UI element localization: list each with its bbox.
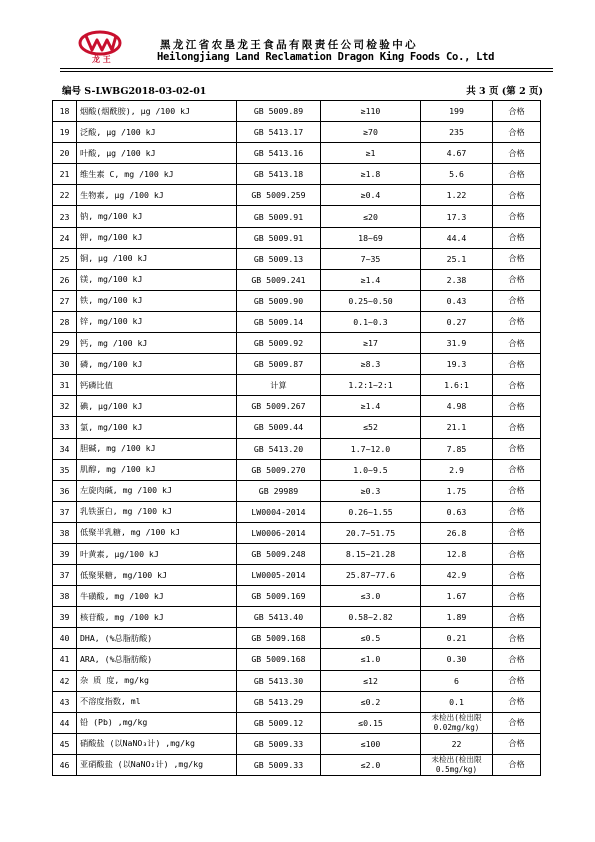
standard-value: ≥110	[321, 101, 421, 122]
svg-text:龙 王: 龙 王	[92, 55, 111, 64]
row-number: 35	[53, 459, 77, 480]
standard-value: 18~69	[321, 227, 421, 248]
test-item: 硝酸盐 (以NaNO₃计) ,mg/kg	[77, 733, 237, 754]
test-method: GB 5009.270	[237, 459, 321, 480]
company-logo	[70, 30, 130, 64]
standard-value: ≤0.15	[321, 712, 421, 733]
standard-value: ≤3.0	[321, 586, 421, 607]
table-row	[53, 543, 541, 564]
verdict: 合格	[493, 185, 541, 206]
test-result: 26.8	[421, 522, 493, 543]
row-number: 42	[53, 670, 77, 691]
test-item: 钙磷比值	[77, 375, 237, 396]
row-number: 46	[53, 754, 77, 775]
row-number: 18	[53, 101, 77, 122]
row-number: 40	[53, 628, 77, 649]
verdict: 合格	[493, 565, 541, 586]
test-method: LW0004-2014	[237, 501, 321, 522]
test-method: GB 29989	[237, 480, 321, 501]
standard-value: ≤100	[321, 733, 421, 754]
standard-value: 1.7~12.0	[321, 438, 421, 459]
test-item: 肌醇, mg /100 kJ	[77, 459, 237, 480]
test-result: 22	[421, 733, 493, 754]
test-method: GB 5009.168	[237, 649, 321, 670]
test-item: 维生素 C, mg /100 kJ	[77, 164, 237, 185]
test-method: GB 5009.14	[237, 311, 321, 332]
row-number: 33	[53, 417, 77, 438]
test-result: 1.75	[421, 480, 493, 501]
verdict: 合格	[493, 480, 541, 501]
page-info: 共 3 页 (第 2 页)	[466, 86, 543, 97]
table-row	[53, 417, 541, 438]
verdict: 合格	[493, 101, 541, 122]
test-item: 钙, mg /100 kJ	[77, 333, 237, 354]
standard-value: ≥1.4	[321, 269, 421, 290]
test-method: GB 5413.20	[237, 438, 321, 459]
test-method: GB 5009.12	[237, 712, 321, 733]
table-row	[53, 691, 541, 712]
test-method: GB 5009.89	[237, 101, 321, 122]
test-item: 核苷酸, mg /100 kJ	[77, 607, 237, 628]
results-table	[52, 100, 541, 776]
standard-value: 7~35	[321, 248, 421, 269]
verdict: 合格	[493, 628, 541, 649]
standard-value: 20.7~51.75	[321, 522, 421, 543]
test-item: 低聚半乳糖, mg /100 kJ	[77, 522, 237, 543]
test-item: 牛磺酸, mg /100 kJ	[77, 586, 237, 607]
row-number: 19	[53, 122, 77, 143]
test-method: GB 5009.168	[237, 628, 321, 649]
standard-value: ≥1	[321, 143, 421, 164]
row-number: 24	[53, 227, 77, 248]
verdict: 合格	[493, 438, 541, 459]
row-number: 29	[53, 333, 77, 354]
test-item: 锌, mg/100 kJ	[77, 311, 237, 332]
header-rule	[60, 68, 553, 69]
standard-value: ≤20	[321, 206, 421, 227]
table-row	[53, 586, 541, 607]
test-result: 235	[421, 122, 493, 143]
table-row	[53, 248, 541, 269]
test-result: 31.9	[421, 333, 493, 354]
row-number: 41	[53, 649, 77, 670]
test-result: 199	[421, 101, 493, 122]
standard-value: 1.0~9.5	[321, 459, 421, 480]
table-row	[53, 206, 541, 227]
row-number: 44	[53, 712, 77, 733]
table-row	[53, 354, 541, 375]
row-number: 32	[53, 396, 77, 417]
test-result: 17.3	[421, 206, 493, 227]
test-item: 泛酸, μg /100 kJ	[77, 122, 237, 143]
standard-value: ≤52	[321, 417, 421, 438]
verdict: 合格	[493, 607, 541, 628]
standard-value: ≤2.0	[321, 754, 421, 775]
table-row	[53, 712, 541, 733]
row-number: 25	[53, 248, 77, 269]
table-row	[53, 227, 541, 248]
test-method: GB 5009.267	[237, 396, 321, 417]
test-result: 0.43	[421, 290, 493, 311]
table-row	[53, 522, 541, 543]
verdict: 合格	[493, 712, 541, 733]
row-number: 36	[53, 480, 77, 501]
test-method: GB 5009.91	[237, 206, 321, 227]
test-result: 0.63	[421, 501, 493, 522]
row-number: 31	[53, 375, 77, 396]
row-number: 37	[53, 501, 77, 522]
test-result: 25.1	[421, 248, 493, 269]
standard-value: 0.58~2.82	[321, 607, 421, 628]
test-result: 1.6:1	[421, 375, 493, 396]
test-result: 7.85	[421, 438, 493, 459]
verdict: 合格	[493, 122, 541, 143]
test-result: 0.27	[421, 311, 493, 332]
test-item: 杂 质 度, mg/kg	[77, 670, 237, 691]
verdict: 合格	[493, 227, 541, 248]
row-number: 38	[53, 522, 77, 543]
test-item: DHA, (%总脂肪酸)	[77, 628, 237, 649]
standard-value: ≤0.5	[321, 628, 421, 649]
header-rule	[60, 71, 553, 72]
standard-value: ≥70	[321, 122, 421, 143]
table-row	[53, 459, 541, 480]
verdict: 合格	[493, 311, 541, 332]
table-row	[53, 101, 541, 122]
table-row	[53, 754, 541, 775]
standard-value: 25.87~77.6	[321, 565, 421, 586]
verdict: 合格	[493, 691, 541, 712]
test-result: 4.98	[421, 396, 493, 417]
row-number: 39	[53, 543, 77, 564]
row-number: 20	[53, 143, 77, 164]
test-item: 叶酸, μg /100 kJ	[77, 143, 237, 164]
verdict: 合格	[493, 143, 541, 164]
test-method: GB 5009.248	[237, 543, 321, 564]
row-number: 27	[53, 290, 77, 311]
table-row	[53, 164, 541, 185]
table-row	[53, 649, 541, 670]
verdict: 合格	[493, 754, 541, 775]
standard-value: 0.1~0.3	[321, 311, 421, 332]
test-result: 4.67	[421, 143, 493, 164]
test-result: 0.1	[421, 691, 493, 712]
test-item: 生物素, μg /100 kJ	[77, 185, 237, 206]
test-item: 磷, mg/100 kJ	[77, 354, 237, 375]
row-number: 34	[53, 438, 77, 459]
verdict: 合格	[493, 354, 541, 375]
table-row	[53, 733, 541, 754]
test-method: GB 5009.44	[237, 417, 321, 438]
row-number: 38	[53, 586, 77, 607]
verdict: 合格	[493, 586, 541, 607]
standard-value: ≤1.0	[321, 649, 421, 670]
standard-value: 8.15~21.28	[321, 543, 421, 564]
test-item: 氯, mg/100 kJ	[77, 417, 237, 438]
table-row	[53, 396, 541, 417]
verdict: 合格	[493, 417, 541, 438]
verdict: 合格	[493, 396, 541, 417]
org-name-en: Heilongjiang Land Reclamation Dragon King Foods Co., Ltd	[157, 51, 495, 63]
verdict: 合格	[493, 543, 541, 564]
test-result: 2.38	[421, 269, 493, 290]
test-item: 钾, mg/100 kJ	[77, 227, 237, 248]
standard-value: 0.25~0.50	[321, 290, 421, 311]
table-row	[53, 628, 541, 649]
test-item: 铅 (Pb) ,mg/kg	[77, 712, 237, 733]
standard-value: ≥1.8	[321, 164, 421, 185]
standard-value: ≥1.4	[321, 396, 421, 417]
test-method: GB 5009.90	[237, 290, 321, 311]
verdict: 合格	[493, 670, 541, 691]
row-number: 45	[53, 733, 77, 754]
verdict: 合格	[493, 459, 541, 480]
test-method: GB 5009.87	[237, 354, 321, 375]
test-result: 0.21	[421, 628, 493, 649]
test-result: 5.6	[421, 164, 493, 185]
test-method: GB 5009.13	[237, 248, 321, 269]
test-item: 左旋肉碱, mg /100 kJ	[77, 480, 237, 501]
row-number: 26	[53, 269, 77, 290]
test-item: 乳铁蛋白, mg /100 kJ	[77, 501, 237, 522]
verdict: 合格	[493, 733, 541, 754]
row-number: 37	[53, 565, 77, 586]
table-row	[53, 375, 541, 396]
test-method: GB 5009.33	[237, 733, 321, 754]
test-method: GB 5413.18	[237, 164, 321, 185]
test-item: 镁, mg/100 kJ	[77, 269, 237, 290]
verdict: 合格	[493, 248, 541, 269]
row-number: 30	[53, 354, 77, 375]
row-number: 21	[53, 164, 77, 185]
verdict: 合格	[493, 333, 541, 354]
test-item: ARA, (%总脂肪酸)	[77, 649, 237, 670]
standard-value: ≥0.3	[321, 480, 421, 501]
test-method: GB 5413.16	[237, 143, 321, 164]
verdict: 合格	[493, 522, 541, 543]
test-result: 未检出(检出限 0.02mg/kg)	[421, 712, 493, 733]
test-method: GB 5009.33	[237, 754, 321, 775]
verdict: 合格	[493, 375, 541, 396]
row-number: 28	[53, 311, 77, 332]
verdict: 合格	[493, 164, 541, 185]
test-method: LW0005-2014	[237, 565, 321, 586]
verdict: 合格	[493, 290, 541, 311]
table-row	[53, 311, 541, 332]
test-item: 碘, μg/100 kJ	[77, 396, 237, 417]
standard-value: ≥0.4	[321, 185, 421, 206]
test-item: 钠, mg/100 kJ	[77, 206, 237, 227]
table-row	[53, 565, 541, 586]
verdict: 合格	[493, 269, 541, 290]
test-method: GB 5009.259	[237, 185, 321, 206]
test-result: 1.22	[421, 185, 493, 206]
test-method: GB 5413.40	[237, 607, 321, 628]
test-result: 19.3	[421, 354, 493, 375]
row-number: 22	[53, 185, 77, 206]
test-result: 44.4	[421, 227, 493, 248]
verdict: 合格	[493, 501, 541, 522]
table-row	[53, 185, 541, 206]
test-method: GB 5009.241	[237, 269, 321, 290]
row-number: 23	[53, 206, 77, 227]
test-item: 铜, μg /100 kJ	[77, 248, 237, 269]
test-method: GB 5413.17	[237, 122, 321, 143]
standard-value: ≥17	[321, 333, 421, 354]
test-result: 未检出(检出限 0.5mg/kg)	[421, 754, 493, 775]
test-method: LW0006-2014	[237, 522, 321, 543]
table-row	[53, 122, 541, 143]
test-result: 6	[421, 670, 493, 691]
standard-value: ≤12	[321, 670, 421, 691]
test-item: 不溶度指数, ml	[77, 691, 237, 712]
test-method: GB 5009.169	[237, 586, 321, 607]
standard-value: ≥8.3	[321, 354, 421, 375]
test-result: 1.67	[421, 586, 493, 607]
table-row	[53, 143, 541, 164]
table-row	[53, 670, 541, 691]
standard-value: 0.26~1.55	[321, 501, 421, 522]
standard-value: 1.2:1~2:1	[321, 375, 421, 396]
test-result: 1.89	[421, 607, 493, 628]
test-result: 0.30	[421, 649, 493, 670]
row-number: 43	[53, 691, 77, 712]
test-method: GB 5009.91	[237, 227, 321, 248]
test-item: 铁, mg/100 kJ	[77, 290, 237, 311]
verdict: 合格	[493, 649, 541, 670]
test-result: 12.8	[421, 543, 493, 564]
test-result: 21.1	[421, 417, 493, 438]
table-row	[53, 290, 541, 311]
verdict: 合格	[493, 206, 541, 227]
table-row	[53, 480, 541, 501]
report-number: 编号 S-LWBG2018-03-02-01	[62, 86, 207, 97]
test-item: 低聚果糖, mg/100 kJ	[77, 565, 237, 586]
test-item: 胆碱, mg /100 kJ	[77, 438, 237, 459]
test-result: 2.9	[421, 459, 493, 480]
test-method: 计算	[237, 375, 321, 396]
test-method: GB 5413.29	[237, 691, 321, 712]
table-row	[53, 438, 541, 459]
standard-value: ≤0.2	[321, 691, 421, 712]
test-method: GB 5009.92	[237, 333, 321, 354]
test-method: GB 5413.30	[237, 670, 321, 691]
test-item: 亚硝酸盐 (以NaNO₂计) ,mg/kg	[77, 754, 237, 775]
table-row	[53, 269, 541, 290]
table-row	[53, 501, 541, 522]
table-row	[53, 607, 541, 628]
test-result: 42.9	[421, 565, 493, 586]
row-number: 39	[53, 607, 77, 628]
test-item: 烟酸(烟酰胺), μg /100 kJ	[77, 101, 237, 122]
test-item: 叶黄素, μg/100 kJ	[77, 543, 237, 564]
org-name-cn: 黑龙江省农垦龙王食品有限责任公司检验中心	[160, 39, 418, 51]
table-row	[53, 333, 541, 354]
